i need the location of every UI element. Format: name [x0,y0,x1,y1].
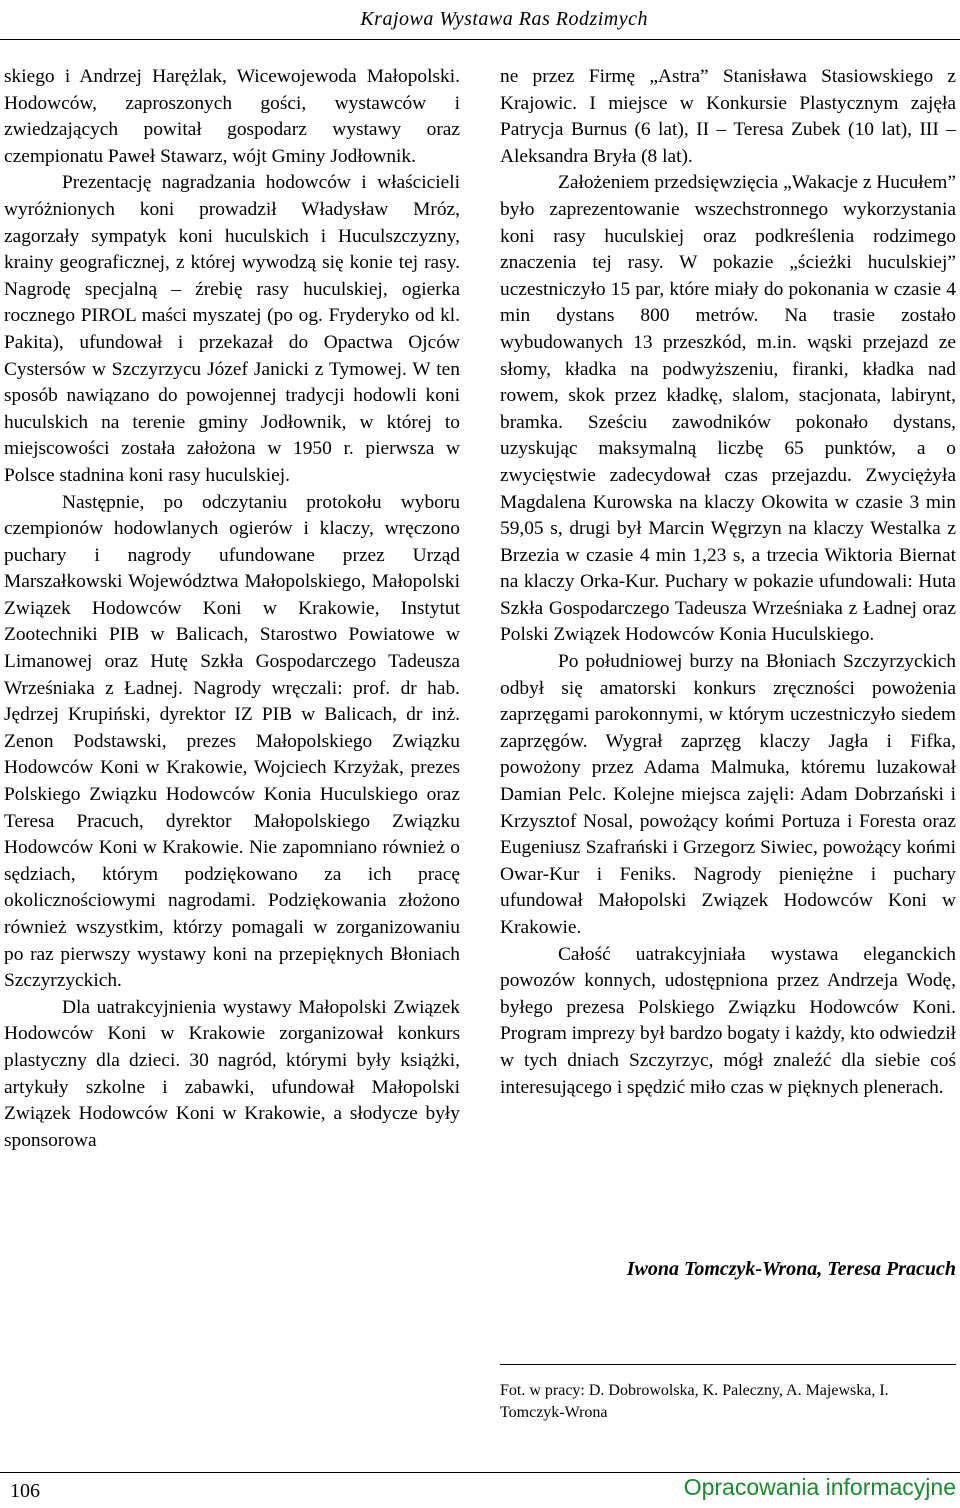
page-number: 106 [10,1480,40,1502]
right-paragraph-1: ne przez Firmę „Astra” Stanisława Stasiowskiego z Krajowic. I miejsce w Konkursie Plastycznym zajęła Patrycja Burnus (6 lat), II – Teresa Zubek (10 lat), III – Aleksandra Bryła (8 lat). [500,66,956,167]
footer-title: Opracowania informacyjne [683,1474,956,1500]
right-column [500,64,956,1101]
left-paragraph-4: Dla uatrakcyjnienia wystawy Małopolski Związek Hodowców Koni w Krakowie zorganizował konkurs plastyczny dla dzieci. 30 nagród, którymi były książki, artykuły szkolne i zabawki, ufundował Małopolski Związek Hodowców Koni w Krakowie, a słodycze były sponsorowa [4,996,460,1151]
header-rule [0,39,960,40]
running-header: Krajowa Wystawa Ras Rodzimych [360,8,648,30]
right-paragraph-3: Po południowej burzy na Błoniach Szczyrzyckich odbył się amatorski konkurs zręczności powożenia zaprzęgami parokonnymi, w którym uczestniczyło siedem zaprzęgów. Wygrał zaprzęg klaczy Jagła i Fifka, powożony przez Adama Malmuka, któremu luzakował Damian Pelc. Kolejne miejsca zajęli: Adam Dobrzański i Krzysztof Nosal, powożący końmi Portuza i Foresta oraz Eugeniusz Szafrański i Grzegorz Siwiec, powożący końmi Owar-Kur i Feniks. Nagrody pieniężne i puchary ufundował Małopolski Związek Hodowców Koni w Krakowie. [500,651,956,938]
photo-credits-rule [500,1364,956,1365]
left-paragraph-2: Prezentację nagradzania hodowców i właścicieli wyróżnionych koni prowadził Władysław Mróz, zagorzały sympatyk koni huculskich i Huculszczyzny, krainy geograficznej, z której wywodzą się konie tej rasy. Nagrodę specjalną – źrebię rasy huculskiej, ogierka rocznego PIROL maści myszatej (po og. Fryderyko od kl. Pakita), ufundował i przekazał do Opactwa Ojców Cystersów w Szczyrzycu Józef Janicki z Tymowej. W ten sposób nawiązano do powojennej tradycji hodowli koni huculskich na terenie gminy Jodłownik, w której to miejscowości została założona w 1950 r. pierwsza w Polsce stadnina koni rasy huculskiej. [4,172,460,486]
left-paragraph-3: Następnie, po odczytaniu protokołu wyboru czempionów hodowlanych ogierów i klaczy, wręczono puchary i nagrody ufundowane przez Urząd Marszałkowski Województwa Małopolskiego, Małopolski Związek Hodowców Koni w Krakowie, Instytut Zootechniki PIB w Balicach, Starostwo Powiatowe w Limanowej oraz Hutę Szkła Gospodarczego Tadeusza Wrześniaka z Ładnej. Nagrody wręczali: prof. dr hab. Jędrzej Krupiński, dyrektor IZ PIB w Balicach, dr inż. Zenon Podstawski, prezes Małopolskiego Związku Hodowców Koni w Krakowie, Wojciech Krzyżak, prezes Polskiego Związku Hodowców Konia Huculskiego oraz Teresa Pracuch, dyrektor Małopolskiego Związku Hodowców Koni w Krakowie. Nie zapomniano również o sędziach, którym podziękowano za ich pracę okolicznościowymi nagrodami. Podziękowania złożono również wszystkim, którzy pomagali w zorganizowaniu po raz pierwszy wystawy koni na przepięknych Błoniach Szczyrzyckich. [4,491,460,992]
right-paragraph-2: Założeniem przedsięwzięcia „Wakacje z Hucułem” było zaprezentowanie wszechstronnego wykorzystania koni rasy huculskiej oraz podkreślenia rodzimego znaczenia tej rasy. W pokazie „ścieżki huculskiej” uczestniczyło 15 par, które miały do pokonania w czasie 4 min dystans 800 metrów. Na trasie zostało wybudowanych 13 przeszkód, m.in. wąski przejazd ze słomy, kładka na podwyższeniu, firanki, kładka nad rowem, skok przez kładkę, slalom, stacjonata, labirynt, bramka. Sześciu zawodników pokonało dystans, uzyskując maksymalną liczbę 65 punktów, a o zwycięstwie zadecydował czas przejazdu. Zwyciężyła Magdalena Kurowska na klaczy Okowita w czasie 3 min 59,05 s, drugi był Marcin Węgrzyn na klaczy Westalka z Brzezia w czasie 4 min 1,23 s, a trzecia Wiktoria Biernat na klaczy Orka-Kur. Puchary w pokazie ufundowali: Huta Szkła Gospodarczego Tadeusza Wrześniaka z Ładnej oraz Polski Związek Hodowców Konia Huculskiego. [500,172,956,646]
footer-rule [0,1472,960,1473]
left-column [4,64,460,1154]
left-paragraph-1: skiego i Andrzej Harężlak, Wicewojewoda Małopolski. Hodowców, zaproszonych gości, wystawców i zwiedzających powitał gospodarz wystawy oraz czempionatu Paweł Stawarz, wójt Gminy Jodłownik. [4,66,460,167]
author-signature: Iwona Tomczyk-Wrona, Teresa Pracuch [626,1258,956,1280]
right-paragraph-4: Całość uatrakcyjniała wystawa eleganckich powozów konnych, udostępniona przez Andrzeja Wodę, byłego prezesa Polskiego Związku Hodowców Koni. Program imprezy był bardzo bogaty i każdy, kto odwiedził w tych dniach Szczyrzyc, mógł znaleźć dla siebie coś interesującego i spędzić miło czas w pięknych plenerach. [500,943,956,1098]
photo-credits: Fot. w pracy: D. Dobrowolska, K. Paleczny, A. Majewska, I. Tomczyk-Wrona [500,1382,889,1421]
